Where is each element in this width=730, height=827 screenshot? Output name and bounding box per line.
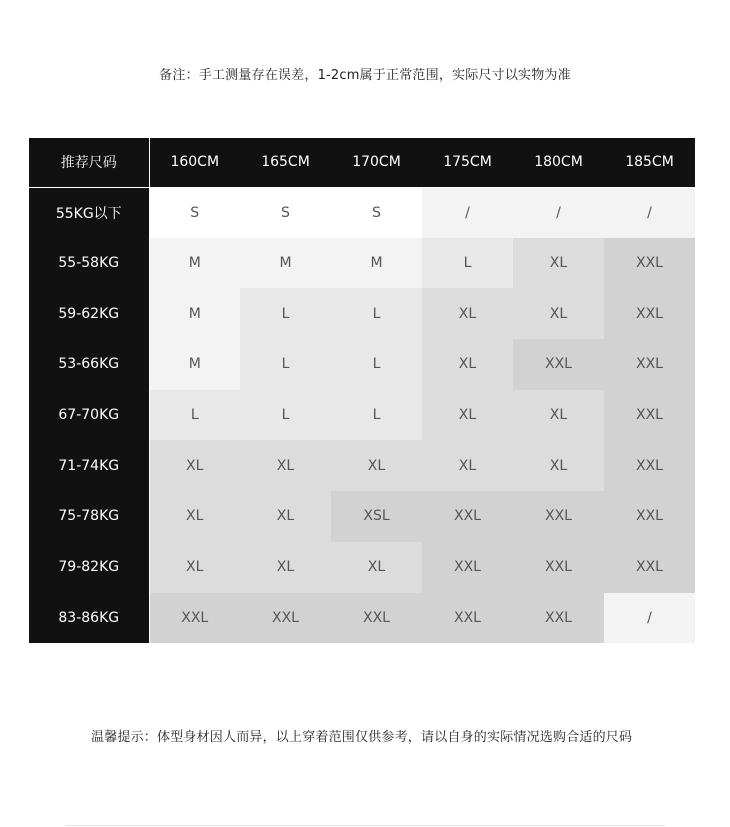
height-header: 180CM	[513, 138, 604, 187]
size-cell: XXL	[513, 542, 604, 593]
size-cell: XXL	[331, 593, 422, 644]
size-cell: XXL	[513, 491, 604, 542]
size-cell: XL	[240, 491, 331, 542]
size-cell: /	[422, 187, 513, 238]
table-row	[29, 187, 695, 238]
weight-label: 83-86KG	[29, 593, 149, 644]
size-cell: XL	[149, 542, 240, 593]
size-cell: L	[422, 238, 513, 289]
table-row	[29, 238, 695, 289]
weight-label: 53-66KG	[29, 339, 149, 390]
size-cell: XL	[513, 390, 604, 441]
size-recommendation-table	[29, 138, 695, 643]
measurement-note: 备注：手工测量存在误差，1-2cm属于正常范围，实际尺寸以实物为准	[159, 68, 571, 83]
size-cell: L	[240, 339, 331, 390]
size-cell: XXL	[604, 542, 695, 593]
size-cell: S	[331, 187, 422, 238]
size-cell: XXL	[422, 593, 513, 644]
size-cell: L	[240, 288, 331, 339]
weight-label: 75-78KG	[29, 491, 149, 542]
size-cell: M	[240, 238, 331, 289]
size-cell: XL	[422, 440, 513, 491]
size-cell: XL	[422, 390, 513, 441]
size-cell: XXL	[240, 593, 331, 644]
size-cell: XL	[513, 238, 604, 289]
size-cell: XL	[422, 339, 513, 390]
size-cell: XXL	[604, 288, 695, 339]
divider	[65, 825, 665, 826]
weight-label: 55KG以下	[29, 187, 149, 238]
size-cell: M	[149, 238, 240, 289]
weight-label: 71-74KG	[29, 440, 149, 491]
size-cell: S	[149, 187, 240, 238]
table-row	[29, 593, 695, 644]
table-row	[29, 288, 695, 339]
size-cell: XXL	[422, 542, 513, 593]
height-header: 160CM	[149, 138, 240, 187]
size-cell: L	[331, 288, 422, 339]
size-cell: /	[604, 187, 695, 238]
sizing-tip: 温馨提示：体型身材因人而异，以上穿着范围仅供参考，请以自身的实际情况选购合适的尺码	[91, 730, 633, 745]
corner-label: 推荐尺码	[29, 138, 149, 187]
size-cell: XXL	[604, 440, 695, 491]
size-cell: XXL	[604, 339, 695, 390]
size-cell: XL	[331, 440, 422, 491]
size-cell: L	[149, 390, 240, 441]
size-cell: L	[331, 339, 422, 390]
size-cell: L	[331, 390, 422, 441]
height-header: 185CM	[604, 138, 695, 187]
size-cell: XL	[331, 542, 422, 593]
height-header: 165CM	[240, 138, 331, 187]
size-cell: XL	[513, 288, 604, 339]
weight-label: 55-58KG	[29, 238, 149, 289]
size-cell: XXL	[422, 491, 513, 542]
size-cell: XL	[513, 440, 604, 491]
size-cell: L	[240, 390, 331, 441]
size-cell: S	[240, 187, 331, 238]
weight-label: 59-62KG	[29, 288, 149, 339]
table-row	[29, 542, 695, 593]
size-cell: XSL	[331, 491, 422, 542]
weight-label: 79-82KG	[29, 542, 149, 593]
size-cell: XL	[149, 440, 240, 491]
height-header: 170CM	[331, 138, 422, 187]
size-cell: XXL	[513, 339, 604, 390]
size-cell: M	[331, 238, 422, 289]
size-cell: XXL	[604, 238, 695, 289]
table-row	[29, 339, 695, 390]
height-header: 175CM	[422, 138, 513, 187]
size-cell: M	[149, 288, 240, 339]
size-cell: XL	[422, 288, 513, 339]
size-cell: XL	[149, 491, 240, 542]
size-cell: XXL	[149, 593, 240, 644]
size-cell: XL	[240, 440, 331, 491]
table-row	[29, 440, 695, 491]
size-cell: XXL	[604, 390, 695, 441]
size-cell: /	[604, 593, 695, 644]
size-cell: M	[149, 339, 240, 390]
table-header-row	[29, 138, 695, 187]
table-row	[29, 491, 695, 542]
size-cell: /	[513, 187, 604, 238]
size-cell: XXL	[604, 491, 695, 542]
size-cell: XL	[240, 542, 331, 593]
table-row	[29, 390, 695, 441]
size-cell: XXL	[513, 593, 604, 644]
weight-label: 67-70KG	[29, 390, 149, 441]
